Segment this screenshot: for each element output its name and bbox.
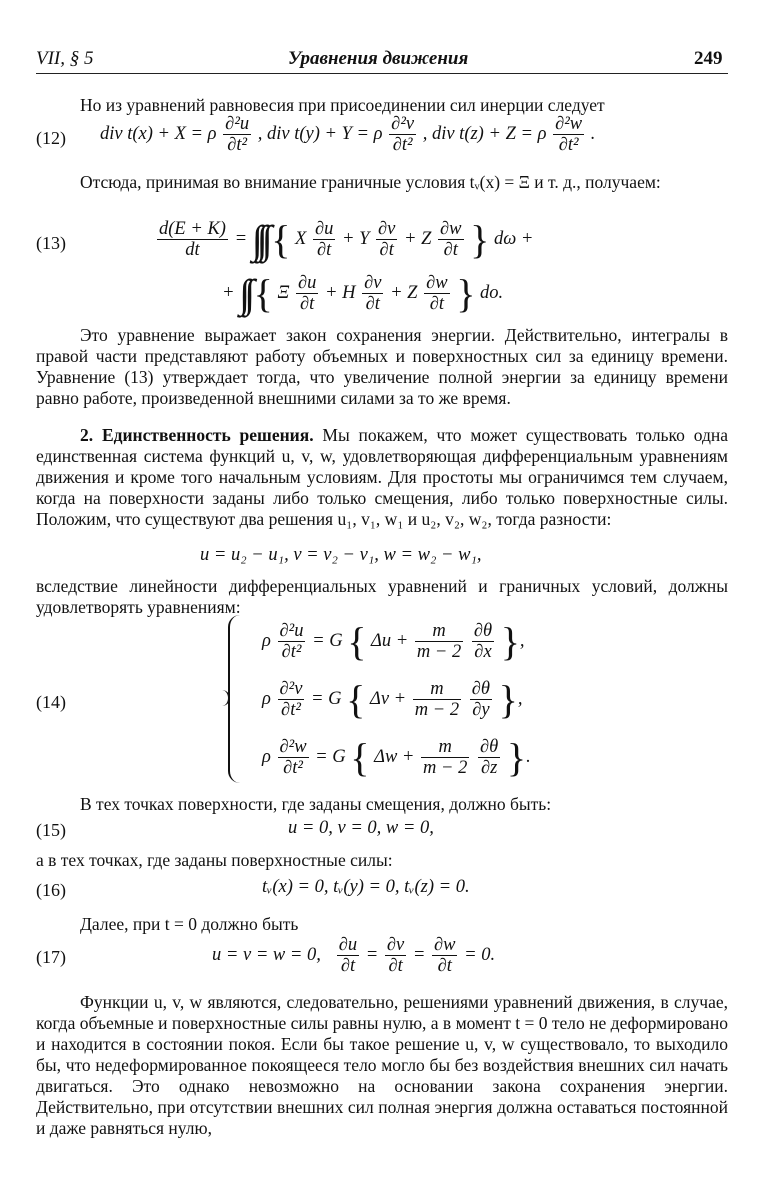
eq15-number: (15) — [36, 820, 66, 840]
eq14-r2-num: ∂²v — [279, 679, 303, 699]
eq13-lhs-den: dt — [185, 240, 200, 260]
eq14-r2-theta: ∂θ — [471, 679, 491, 699]
eq17-dt-1: ∂t — [340, 956, 356, 976]
eq13-dt-4: ∂t — [299, 294, 315, 314]
eq13-number: (13) — [36, 233, 66, 253]
eq13-double-integral: ∫∫ — [239, 271, 250, 316]
eq13-dw-2: ∂w — [426, 273, 448, 293]
eq12 — [100, 114, 595, 155]
eq14-number: (14) — [36, 692, 66, 712]
eq13-dt-6: ∂t — [429, 294, 444, 314]
eq14-r3-den: ∂t² — [283, 758, 303, 778]
eq13-H: + H — [324, 282, 356, 303]
eq14-row3: ρ $\frac{\text{∂²w}}{\text{∂t²}}$ = G { Δw + $\frac{m}{m - 2}$ $\frac{\partial\theta}{\partial z}$ }. — [262, 735, 531, 780]
eq14-r3-m: m — [421, 737, 469, 758]
eq16-number: (16) — [36, 880, 66, 900]
chapter-section: VII, § 5 — [36, 48, 94, 69]
eq12-b-den: ∂t² — [392, 135, 413, 155]
eq14-eqG-3: = G — [315, 746, 346, 767]
eq14-eqG-1: = G — [312, 630, 343, 651]
eq14-r3-theta: ∂θ — [480, 737, 499, 757]
line-displacements: В тех точках поверхности, где заданы смещения, должно быть: — [80, 794, 552, 814]
eq12-c: , div t(z) + Z = ρ — [422, 123, 547, 144]
eq12-b-num: ∂²v — [391, 114, 415, 134]
paragraph-uniqueness-text: Мы покажем, что может существовать только одна единственная система функций u, v, w, удовлетворяющая дифференциальным уравнениям движения и кроме того начальным условиям. Для простоты мы ограничимся тем случаем, когда на поверхности заданы либо только смещения, либо только поверхностные силы. Положим, что существуют два решения u₁, v₁, w₁ и u₂, v₂, w₂, тогда разности: — [36, 425, 728, 529]
eq13-Y: + Y — [341, 228, 370, 249]
eq14-r2-lap: Δv + — [369, 688, 407, 709]
eq13-triple-integral: ∫∫∫ — [251, 217, 267, 262]
eq12-c-num: ∂²w — [555, 114, 583, 134]
paragraph-final: Функции u, v, w являются, следовательно, решениями уравнений движения, в случае, когда объемные и поверхностные силы равны нулю, а в момент t = 0 тело не деформировано и находится в состоянии покоя. Если бы такое решение u, v, w существовало, то выходило бы, что недеформированное покоящееся тело могло бы без воздействия внешних сил начать двигаться. Это однако невозможно на основании закона сохранения энергии. Действительно, при отсутствии внешних сил полная энергия должна оставаться постоянной и даже равняться нулю, — [36, 992, 728, 1138]
eq13-Zeta: + Z — [390, 282, 418, 303]
eq12-a-num: ∂²u — [225, 114, 250, 134]
eq13-lhs-num: d(E + K) — [159, 219, 226, 239]
eq14-r2-m2: m − 2 — [414, 700, 460, 720]
eq14-r3-m2: m − 2 — [423, 758, 468, 778]
eq16: tᵥ(x) = 0, tᵥ(y) = 0, tᵥ(z) = 0. — [262, 877, 470, 897]
eq14-eqG-2: = G — [311, 688, 342, 709]
section-title-uniqueness: 2. Единственность решения. — [80, 425, 314, 445]
eq14-r1-num: ∂²u — [279, 621, 304, 641]
eq13-do: do. — [480, 282, 504, 303]
eq17-dt-3: ∂t — [437, 956, 452, 976]
intro-line: Но из уравнений равновесия при присоединении сил инерции следует — [80, 95, 605, 115]
eq17-dw: ∂w — [434, 935, 456, 955]
eq13-plus: + — [222, 282, 235, 303]
eq14-r1-dx: ∂x — [474, 642, 492, 662]
eq17-lhs: u = v = w = 0, — [212, 944, 321, 965]
eq15: u = 0, v = 0, w = 0, — [288, 818, 434, 838]
running-title: Уравнения движения — [288, 48, 469, 69]
eq12-end: . — [590, 123, 596, 144]
eq14-rho-1: ρ — [262, 630, 271, 651]
eq13-dv-2: ∂v — [364, 273, 382, 293]
eq14-r1-end: , — [519, 630, 525, 651]
eq14-rho-2: ρ — [262, 688, 271, 709]
eq14-r3-end: . — [526, 746, 531, 767]
eq13-dw: ∂w — [440, 219, 462, 239]
eq12-c-den: ∂t² — [558, 135, 579, 155]
eq12-a-den: ∂t² — [227, 135, 248, 155]
line-forces: а в тех точках, где заданы поверхностные силы: — [36, 850, 393, 870]
eq12-number: (12) — [36, 128, 66, 148]
eq17-du: ∂u — [338, 935, 358, 955]
eq12-a: div t(x) + X = ρ — [100, 123, 217, 144]
eq14-r3-lap: Δw + — [374, 746, 415, 767]
eq17 — [212, 935, 495, 976]
eq13-dt-1: ∂t — [317, 240, 332, 260]
paragraph-energy: Это уравнение выражает закон сохранения энергии. Действительно, интегралы в правой части представляют работу объемных и поверхностных сил за единицу времени. Уравнение (13) утверждает тогда, что увеличение полной энергии за единицу времени равно работе, произведенной внешними силами за то же время. — [36, 325, 728, 408]
eq17-dt-2: ∂t — [388, 956, 403, 976]
eq14-system-brace — [228, 615, 246, 783]
eq13-equals: = — [234, 228, 248, 249]
eq13-dv: ∂v — [378, 219, 396, 239]
eq13-Z: + Z — [404, 228, 432, 249]
eq14-r1-m: m — [415, 621, 463, 642]
header-rule — [36, 73, 728, 74]
eq14-r2-m: m — [413, 679, 461, 700]
eq17-eq-2: = — [412, 944, 426, 965]
line-t0: Далее, при t = 0 должно быть — [80, 914, 299, 934]
eq13-dt-2: ∂t — [379, 240, 394, 260]
eq14-r1-m2: m − 2 — [416, 642, 462, 662]
eq13-du: ∂u — [314, 219, 334, 239]
eq14-r3-dz: ∂z — [480, 758, 498, 778]
eq14-r2-dy: ∂y — [472, 700, 490, 720]
eq-differences: u = u₂ − u₁, v = v₂ − v₁, w = w₂ − w₁, — [200, 545, 482, 565]
eq14-row1: ρ $\frac{\text{∂²u}}{\text{∂t²}}$ = G { Δu + $\frac{m}{m - 2}$ $\frac{\partial\theta}{\partial x}$ }, — [262, 619, 525, 664]
eq14-r1-theta: ∂θ — [473, 621, 493, 641]
eq13-X: X — [295, 228, 307, 249]
eq17-eq-1: = — [365, 944, 379, 965]
eq12-b: , div t(y) + Y = ρ — [257, 123, 383, 144]
eq13-line2: + ∫∫ { Ξ $\frac{\partial u}{\partial t}$ + H $\frac{\partial v}{\partial t}$ + Z $\frac{\partial w}{\partial t}$ } do. — [222, 271, 504, 316]
eq14-r2-den: ∂t² — [281, 700, 301, 720]
eq14-r2-end: , — [517, 688, 523, 709]
eq14-r1-den: ∂t² — [281, 642, 302, 662]
eq13-dt-5: ∂t — [365, 294, 380, 314]
eq13-domega: dω + — [493, 228, 534, 249]
eq13-du-2: ∂u — [297, 273, 317, 293]
eq14-rho-3: ρ — [262, 746, 271, 767]
eq14-r1-lap: Δu + — [371, 630, 409, 651]
eq17-number: (17) — [36, 947, 66, 967]
eq14-row2: ρ $\frac{\text{∂²v}}{\text{∂t²}}$ = G { Δv + $\frac{m}{m - 2}$ $\frac{\partial\theta}{\partial y}$ }, — [262, 677, 523, 722]
eq13-dt-3: ∂t — [443, 240, 458, 260]
eq13-Xi: Ξ — [277, 282, 290, 303]
eq13-line1: $\frac{d(E + K)}{dt}$ = ∫∫∫ { X $\frac{\partial u}{\partial t}$ + Y $\frac{\partial v}{\partial t}$ + Z $\frac{\partial w}{\partial t}$ } dω + — [159, 217, 534, 262]
paragraph-linearity: вследствие линейности дифференциальных уравнений и граничных условий, должны удовлетворять уравнениям: — [36, 576, 728, 617]
eq14-r3-num: ∂²w — [279, 737, 307, 757]
paragraph-boundary: Отсюда, принимая во внимание граничные условия tᵥ(x) = Ξ и т. д., получаем: — [80, 172, 661, 192]
paragraph-uniqueness — [36, 425, 728, 530]
eq17-end: = 0. — [464, 944, 496, 965]
eq17-dv: ∂v — [386, 935, 405, 955]
page-number: 249 — [694, 48, 723, 69]
